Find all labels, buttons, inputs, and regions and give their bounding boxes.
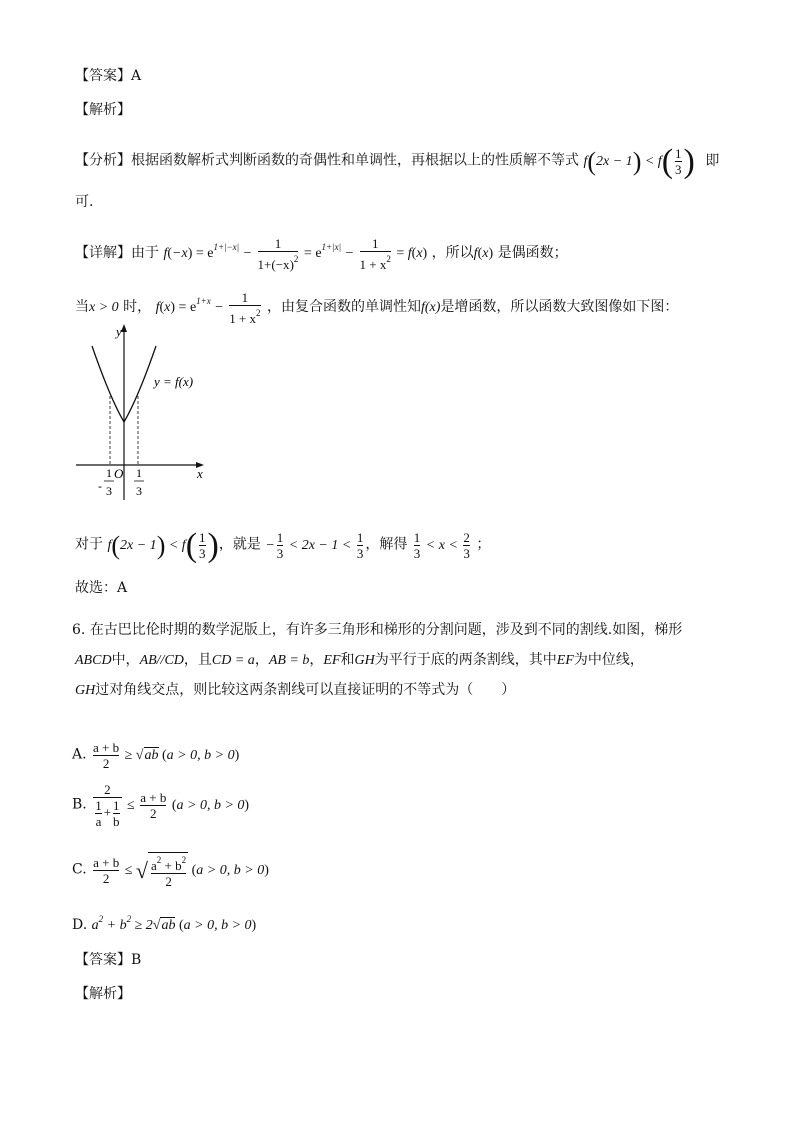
q6-line2: [75, 650, 644, 671]
q6-number: 6.: [72, 622, 86, 638]
option-d-formula: $a^2 + b^2 \ge 2√ab$ (a > 0, b > 0): [91, 914, 257, 933]
answer-line-2: [75, 950, 141, 970]
q6-ab: AB = b: [268, 653, 310, 668]
fenxi-tag: 【分析】: [75, 152, 131, 169]
y-axis-label: y: [116, 324, 122, 339]
xiangjie-text3: 是偶函数；: [497, 245, 568, 262]
q6-t2l: 为平行于底的两条割线，其中: [374, 652, 557, 668]
q6-cd: CD = a: [211, 653, 255, 668]
when-word: 时，: [123, 299, 152, 316]
option-b-formula: 2 $\frac{1}{a}$ + $\frac{1}{b}$ ≤ $\frac{a + b}{2}$ (a > 0, b > 0): [95, 782, 250, 829]
when-pre: 当: [75, 299, 89, 316]
option-a-label: A.: [72, 746, 87, 763]
option-c-label: C.: [72, 861, 87, 878]
when-cond: x > 0: [89, 300, 119, 316]
analysis-tag-2: 【解析】: [75, 986, 131, 1002]
option-b[interactable]: [72, 782, 249, 829]
svg-text:3: 3: [106, 484, 112, 498]
fx-expression: $f(x) = e^{1+x}$ − $\frac{1}{1 + x^2}$: [155, 290, 261, 326]
xiangjie-text2: ，所以: [431, 245, 474, 262]
curve-label: y = f(x): [154, 374, 194, 389]
fenxi-text: 根据函数解析式判断函数的奇偶性和单调性，再根据以上的性质解不等式: [131, 152, 579, 169]
xiangjie-text1: 由于: [131, 245, 159, 262]
answer-line-1: [75, 66, 141, 86]
fenxi-line: [75, 142, 720, 180]
option-c[interactable]: [72, 852, 269, 889]
svg-text:1: 1: [136, 466, 142, 480]
solve-line: [75, 526, 491, 564]
x-axis-label: x: [197, 466, 203, 481]
solve-inequality: f(2x − 1) < f( $\frac{1}{3}$ ): [107, 526, 219, 564]
q6-t2b: 中，: [111, 652, 140, 668]
q6-t2f: ，: [254, 652, 269, 668]
origin-label: O: [114, 466, 124, 481]
option-a-formula: $\frac{a + b}{2}$ ≥ √ab (a > 0, b > 0): [93, 740, 240, 771]
fenxi-cont: 可.: [75, 194, 94, 210]
svg-text:1: 1: [106, 466, 112, 480]
svg-text:-: -: [98, 479, 102, 493]
q6-line1: [72, 620, 682, 640]
inequality-fenxi: f(2x − 1) < f( $\frac{1}{3}$ ): [583, 142, 695, 180]
q6-ef: EF: [323, 653, 341, 668]
answer-value: A: [131, 68, 142, 84]
q6-t2d: ，且: [183, 652, 212, 668]
option-c-formula: $\frac{a + b}{2}$ ≤ √ $\frac{a^2 + b^2}{2}$ (a > 0, b > 0): [91, 863, 269, 878]
xiangjie-tag: 【详解】: [75, 245, 131, 262]
q6-text1: 在古巴比伦时期的数学泥版上，有许多三角形和梯形的分割问题，涉及到不同的割线.如图，梯形: [89, 622, 683, 638]
answer2-tag: 【答案】: [75, 952, 131, 968]
option-d-label: D.: [72, 917, 88, 933]
tick-label-neg-third: [98, 466, 114, 498]
option-b-label: B.: [72, 796, 87, 813]
function-graph: [70, 318, 230, 508]
q6-abcd: ABCD: [75, 653, 112, 668]
q6-t2n: 为中位线，: [573, 652, 644, 668]
when-fx: f(x): [420, 300, 441, 316]
solve-mid2: ，解得: [365, 536, 408, 553]
even-function-proof: $f(-x) = e^{1+|-x|}$ − $\frac{1}{1+(-x)^2}$ = $e^{1+|x|}$ − $\frac{1}{1 + x^2}$ = f(x): [163, 236, 428, 272]
analysis-tag-1: 【解析】: [75, 102, 131, 118]
q6-t3b: 过对角线交点，则比较这两条割线可以直接证明的不等式为（ ）: [95, 682, 516, 698]
solve-range: − $\frac{1}{3}$ < 2x − 1 < $\frac{1}{3}$: [265, 530, 364, 561]
fenxi-after: 即: [705, 152, 720, 169]
when-text2: 是增函数，所以函数大致图像如下图：: [440, 299, 679, 316]
option-a[interactable]: [72, 740, 239, 771]
answer2-value: B: [131, 952, 142, 968]
solve-end: ；: [476, 536, 491, 553]
q6-ef2: EF: [556, 653, 574, 668]
option-d[interactable]: [72, 914, 256, 934]
gu-xuan: 故选：A: [75, 580, 128, 596]
tick-label-pos-third: [134, 466, 144, 498]
q6-t2h: ，: [309, 652, 324, 668]
q6-t2j: 和: [340, 652, 355, 668]
y-axis-arrow: [121, 324, 127, 332]
solve-result: $\frac{1}{3}$ < x < $\frac{2}{3}$: [413, 530, 470, 561]
q6-gh: GH: [354, 653, 375, 668]
q6-line3: [75, 680, 515, 701]
fx-inline: f(x): [473, 246, 494, 262]
when-text: ，由复合函数的单调性知: [266, 299, 421, 316]
xiangjie-line: [75, 236, 568, 272]
svg-text:3: 3: [136, 484, 142, 498]
solve-pre: 对于: [75, 536, 103, 553]
q6-gh2: GH: [75, 683, 96, 698]
answer-tag: 【答案】: [75, 68, 131, 84]
solve-mid: ，就是: [218, 536, 261, 553]
q6-parallel: AB//CD: [139, 653, 184, 668]
